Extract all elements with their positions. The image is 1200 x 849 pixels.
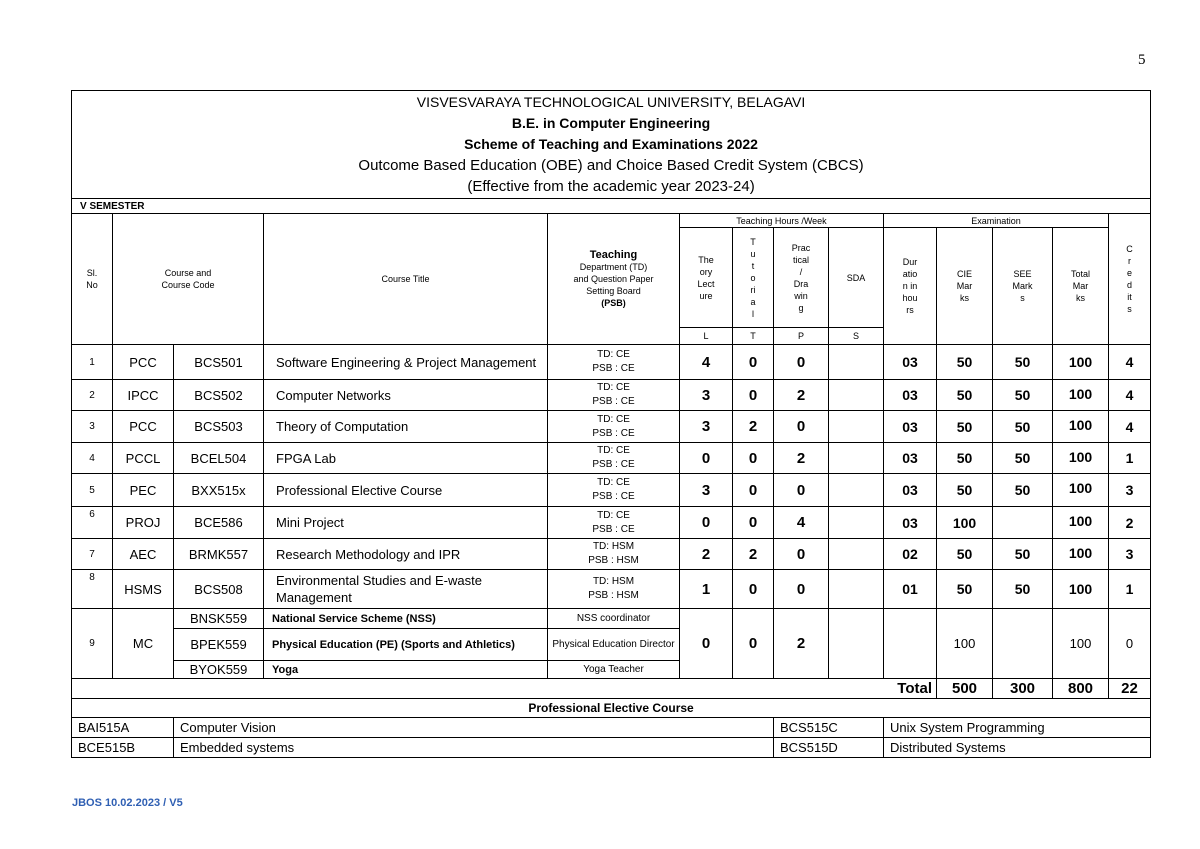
l-header: L xyxy=(680,328,733,345)
exam-duration: 02 xyxy=(884,539,937,570)
practical-hours: 0 xyxy=(774,474,829,507)
course-code: BXX515x xyxy=(174,474,264,507)
effective-line: (Effective from the academic year 2023-24) xyxy=(467,178,755,195)
lecture-hours: 4 xyxy=(680,345,733,380)
elective-code: BCS515D xyxy=(774,738,884,758)
exam-duration: 03 xyxy=(884,380,937,411)
total-cie: 500 xyxy=(937,679,993,699)
lecture-hours: 3 xyxy=(680,411,733,443)
psb-value: PSB : HSM xyxy=(588,555,639,566)
sda-hours xyxy=(829,539,884,570)
teaching-department xyxy=(548,345,680,380)
see-header: SEE Mark s xyxy=(993,228,1053,345)
cie-marks: 50 xyxy=(937,443,993,474)
credits: 1 xyxy=(1109,570,1151,609)
psb-value: PSB : HSM xyxy=(588,590,639,601)
course-code: BCS501 xyxy=(174,345,264,380)
duration-header: Dur atio n in hou rs xyxy=(884,228,937,345)
tutorial-hours: 2 xyxy=(733,411,774,443)
exam-duration: 03 xyxy=(884,345,937,380)
elective-name: Embedded systems xyxy=(174,738,774,758)
tutorial-hours: 0 xyxy=(733,443,774,474)
mc-total: 100 xyxy=(1053,609,1109,679)
see-marks: 50 xyxy=(993,570,1053,609)
mc-dept-nss: NSS coordinator xyxy=(548,609,680,629)
examination-header: Examination xyxy=(884,214,1109,228)
course-category: PCC xyxy=(113,411,174,443)
cie-marks: 50 xyxy=(937,411,993,443)
practical-hours: 2 xyxy=(774,380,829,411)
course-row xyxy=(72,474,1151,507)
tutorial-hours: 0 xyxy=(733,474,774,507)
semester-label: V SEMESTER xyxy=(72,199,1151,214)
total-marks: 800 xyxy=(1053,679,1109,699)
td-value: TD: CE xyxy=(597,445,630,456)
sda-hours xyxy=(829,345,884,380)
lecture-hours: 3 xyxy=(680,380,733,411)
sda-hours xyxy=(829,570,884,609)
tutorial-header: T u t o ri a l xyxy=(733,228,774,328)
course-row xyxy=(72,380,1151,411)
elective-name: Distributed Systems xyxy=(884,738,1151,758)
course-category: HSMS xyxy=(113,570,174,609)
teaching-department xyxy=(548,570,680,609)
cie-marks: 50 xyxy=(937,539,993,570)
mc-sl: 9 xyxy=(72,609,113,679)
t-header: T xyxy=(733,328,774,345)
tutorial-hours: 0 xyxy=(733,380,774,411)
psb-value: PSB : CE xyxy=(592,427,635,439)
teaching-hours-header: Teaching Hours /Week xyxy=(680,214,884,228)
lecture-hours: 2 xyxy=(680,539,733,570)
teaching-department xyxy=(548,539,680,570)
course-row xyxy=(72,345,1151,380)
mc-dept-pe: Physical Education Director xyxy=(548,629,680,661)
credits: 4 xyxy=(1109,345,1151,380)
course-category: PCC xyxy=(113,345,174,380)
course-category: AEC xyxy=(113,539,174,570)
cie-marks: 50 xyxy=(937,570,993,609)
sda-hours xyxy=(829,411,884,443)
mc-see xyxy=(993,609,1053,679)
total-marks: 100 xyxy=(1053,539,1109,570)
sl-no-header: Sl. No xyxy=(72,214,113,345)
sda-hours xyxy=(829,443,884,474)
sda-hours xyxy=(829,507,884,539)
scheme-table xyxy=(71,90,1151,758)
total-marks: 100 xyxy=(1053,570,1109,609)
mc-code-pe: BPEK559 xyxy=(174,629,264,661)
see-marks: 50 xyxy=(993,411,1053,443)
psb-value: PSB : CE xyxy=(592,491,635,502)
td-value: TD: CE xyxy=(597,477,630,488)
td-value: TD: CE xyxy=(597,349,630,360)
sda-hours xyxy=(829,380,884,411)
theory-lecture-header: The ory Lect ure xyxy=(680,228,733,328)
course-code: BCS502 xyxy=(174,380,264,411)
see-marks: 50 xyxy=(993,443,1053,474)
university-name: VISVESVARAYA TECHNOLOGICAL UNIVERSITY, BELAGAVI xyxy=(416,94,806,110)
mc-title-pe: Physical Education (PE) (Sports and Athletics) xyxy=(264,629,548,661)
mc-cie: 100 xyxy=(937,609,993,679)
tutorial-hours: 0 xyxy=(733,345,774,380)
course-category: PCCL xyxy=(113,443,174,474)
cie-marks: 100 xyxy=(937,507,993,539)
td-value: TD: HSM xyxy=(592,576,635,587)
total-marks: 100 xyxy=(1053,507,1109,539)
course-title: Mini Project xyxy=(264,507,548,539)
total-label: Total xyxy=(72,679,937,699)
cie-marks: 50 xyxy=(937,474,993,507)
course-code: BCE586 xyxy=(174,507,264,539)
practical-hours: 0 xyxy=(774,570,829,609)
sda-hours xyxy=(829,474,884,507)
exam-duration: 03 xyxy=(884,443,937,474)
course-title: Professional Elective Course xyxy=(264,474,548,507)
exam-duration: 01 xyxy=(884,570,937,609)
course-code: BRMK557 xyxy=(174,539,264,570)
practical-hours: 4 xyxy=(774,507,829,539)
total-marks: 100 xyxy=(1053,411,1109,443)
credits-header: C r e d it s xyxy=(1109,214,1151,345)
practical-hours: 2 xyxy=(774,443,829,474)
elective-title: Professional Elective Course xyxy=(72,699,1151,718)
exam-duration: 03 xyxy=(884,507,937,539)
course-category: PROJ xyxy=(113,507,174,539)
mc-code-yoga: BYOK559 xyxy=(174,661,264,679)
psb-value: PSB : CE xyxy=(592,459,635,470)
teaching-department xyxy=(548,411,680,443)
lecture-hours: 1 xyxy=(680,570,733,609)
practical-hours: 0 xyxy=(774,539,829,570)
tutorial-hours: 2 xyxy=(733,539,774,570)
total-marks: 100 xyxy=(1053,474,1109,507)
td-value: TD: CE xyxy=(597,382,630,393)
cie-header: CIE Mar ks xyxy=(937,228,993,345)
see-marks: 50 xyxy=(993,474,1053,507)
sl-no: 2 xyxy=(72,380,113,411)
credits: 3 xyxy=(1109,474,1151,507)
teaching-department xyxy=(548,380,680,411)
elective-code: BCE515B xyxy=(72,738,174,758)
credits: 3 xyxy=(1109,539,1151,570)
td-value: TD: CE xyxy=(597,509,630,521)
teaching-department xyxy=(548,474,680,507)
credits: 4 xyxy=(1109,411,1151,443)
practical-hours: 0 xyxy=(774,411,829,443)
course-code-header: Course and Course Code xyxy=(113,214,264,345)
mc-l: 0 xyxy=(680,609,733,679)
mc-p: 2 xyxy=(774,609,829,679)
psb-value: PSB : CE xyxy=(592,363,635,374)
course-title-header: Course Title xyxy=(264,214,548,345)
course-title: FPGA Lab xyxy=(264,443,548,474)
document-header xyxy=(72,91,1151,199)
tutorial-hours: 0 xyxy=(733,507,774,539)
obe-line: Outcome Based Education (OBE) and Choice Based Credit System (CBCS) xyxy=(358,157,864,174)
course-category: PEC xyxy=(113,474,174,507)
footer-version: JBOS 10.02.2023 / V5 xyxy=(72,797,183,809)
total-marks: 100 xyxy=(1053,345,1109,380)
p-header: P xyxy=(774,328,829,345)
scheme-title: Scheme of Teaching and Examinations 2022 xyxy=(464,136,758,152)
see-marks xyxy=(993,507,1053,539)
degree-title: B.E. in Computer Engineering xyxy=(511,115,711,131)
practical-header: Prac tical / Dra win g xyxy=(774,228,829,328)
tutorial-hours: 0 xyxy=(733,570,774,609)
page-number: 5 xyxy=(1138,52,1146,68)
sl-no: 6 xyxy=(72,507,113,539)
course-row xyxy=(72,411,1151,443)
course-category: IPCC xyxy=(113,380,174,411)
total-marks: 100 xyxy=(1053,443,1109,474)
course-row xyxy=(72,443,1151,474)
mc-t: 0 xyxy=(733,609,774,679)
see-marks: 50 xyxy=(993,380,1053,411)
practical-hours: 0 xyxy=(774,345,829,380)
s-header: S xyxy=(829,328,884,345)
total-marks: 100 xyxy=(1053,380,1109,411)
mc-title-yoga: Yoga xyxy=(264,661,548,679)
teaching-department xyxy=(548,443,680,474)
total-credits: 22 xyxy=(1109,679,1151,699)
sl-no: 7 xyxy=(72,539,113,570)
course-row xyxy=(72,570,1151,609)
total-marks-header: Total Mar ks xyxy=(1053,228,1109,345)
td-value: TD: CE xyxy=(597,413,630,425)
credits: 4 xyxy=(1109,380,1151,411)
sl-no: 3 xyxy=(72,411,113,443)
mc-category: MC xyxy=(113,609,174,679)
teaching-dept-header: Teaching Department (TD) and Question Paper Setting Board (PSB) xyxy=(548,214,680,345)
td-value: TD: HSM xyxy=(592,541,635,552)
course-row xyxy=(72,539,1151,570)
credits: 1 xyxy=(1109,443,1151,474)
cie-marks: 50 xyxy=(937,380,993,411)
course-title: Theory of Computation xyxy=(264,411,548,443)
lecture-hours: 0 xyxy=(680,507,733,539)
mc-duration xyxy=(884,609,937,679)
course-code: BCS503 xyxy=(174,411,264,443)
elective-name: Unix System Programming xyxy=(884,718,1151,738)
sl-no: 4 xyxy=(72,443,113,474)
course-code: BCS508 xyxy=(174,570,264,609)
see-marks: 50 xyxy=(993,539,1053,570)
sda-header: SDA xyxy=(829,228,884,328)
see-marks: 50 xyxy=(993,345,1053,380)
total-see: 300 xyxy=(993,679,1053,699)
elective-code: BCS515C xyxy=(774,718,884,738)
course-code: BCEL504 xyxy=(174,443,264,474)
mc-code-nss: BNSK559 xyxy=(174,609,264,629)
sl-no: 5 xyxy=(72,474,113,507)
exam-duration: 03 xyxy=(884,474,937,507)
elective-name: Computer Vision xyxy=(174,718,774,738)
credits: 2 xyxy=(1109,507,1151,539)
cie-marks: 50 xyxy=(937,345,993,380)
course-title: Software Engineering & Project Management xyxy=(264,345,548,380)
psb-value: PSB : CE xyxy=(592,396,635,407)
mc-s xyxy=(829,609,884,679)
psb-value: PSB : CE xyxy=(592,523,635,535)
sl-no: 1 xyxy=(72,345,113,380)
course-title: Computer Networks xyxy=(264,380,548,411)
mc-dept-yoga: Yoga Teacher xyxy=(548,661,680,679)
course-row xyxy=(72,507,1151,539)
exam-duration: 03 xyxy=(884,411,937,443)
mc-title-nss: National Service Scheme (NSS) xyxy=(264,609,548,629)
elective-code: BAI515A xyxy=(72,718,174,738)
course-title: Environmental Studies and E-waste Management xyxy=(264,570,548,609)
lecture-hours: 0 xyxy=(680,443,733,474)
mc-credits: 0 xyxy=(1109,609,1151,679)
course-title: Research Methodology and IPR xyxy=(264,539,548,570)
teaching-department xyxy=(548,507,680,539)
lecture-hours: 3 xyxy=(680,474,733,507)
sl-no: 8 xyxy=(72,570,113,609)
